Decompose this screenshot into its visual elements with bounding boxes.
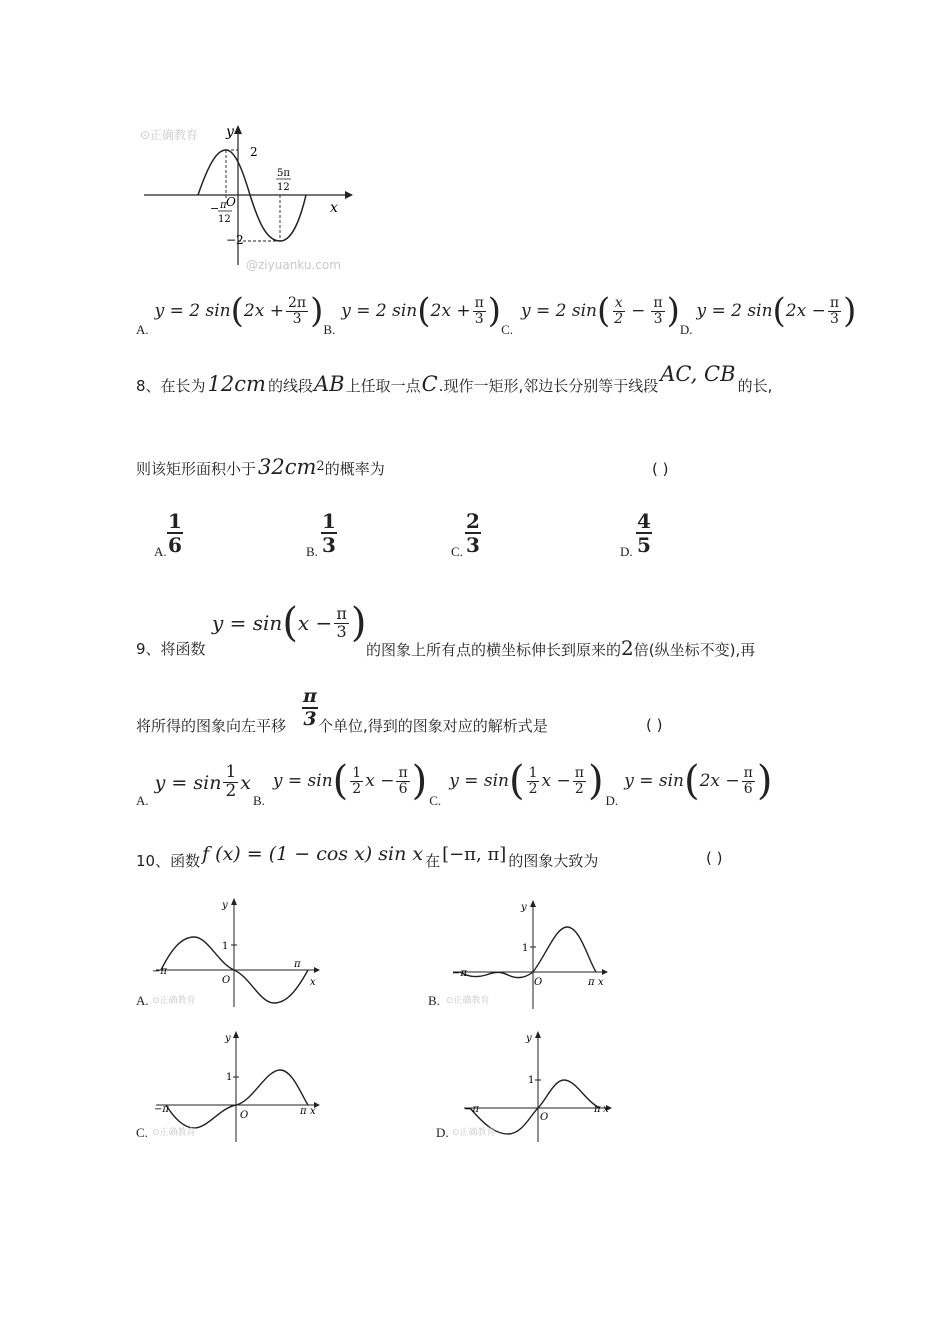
svg-text:O: O [240, 1110, 249, 1121]
q9-option-d[interactable]: y = sin ( 2x − $\frac{\pi}{6}$ ) [624, 758, 773, 804]
y-axis-arrow [234, 125, 242, 134]
svg-text:−π: −π [152, 966, 167, 977]
q9-line2: 将所得的图象向左平移 [136, 717, 287, 735]
ymax-label: 2 [250, 145, 258, 159]
watermark-bottom: @ziyuanku.com [246, 258, 341, 272]
x-label: x [330, 200, 338, 216]
svg-text:x: x [310, 1106, 316, 1117]
svg-text:1: 1 [528, 1075, 535, 1086]
q9-options: A. y = sin $\frac{1}{2}$ x B. y = sin ( $\frac{1}{2}$ x − $\frac{\pi}{6}$ ) C. y = sin ( $\frac{1}{2}$ x − $\frac{\pi}{2}$ ) D. y = sin ( 2x − $\frac{\pi}{6}$ ) [136, 758, 773, 808]
q7-option-d-label: D. [679, 322, 693, 337]
svg-text:1: 1 [226, 1072, 233, 1083]
svg-text:π: π [294, 959, 301, 970]
xright-den: 12 [277, 182, 290, 193]
x-axis-arrow [345, 191, 353, 199]
q10-graph-c[interactable]: y 1 O −π π x C. ⊙正确教育 [136, 1030, 336, 1150]
q10-graph-b[interactable]: y 1 O −π π x B. ⊙正确教育 [428, 897, 628, 1017]
q7-options [136, 286, 856, 338]
xleft-den: 12 [218, 214, 231, 225]
q10-graph-d[interactable]: y 1 O −π π x D. ⊙正确教育 [436, 1030, 636, 1150]
svg-text:−π: −π [464, 1104, 479, 1115]
q10-stem: 10、函数 f (x) = (1 − cos x) sin x 在 [−π, π] 的图象大致为 [136, 843, 599, 870]
q9-line1-rest: 的图象上所有点的横坐标伸长到原来的 2 倍(纵坐标不变),再 [366, 636, 756, 660]
y-label: y [226, 124, 234, 140]
svg-text:y: y [225, 1033, 231, 1044]
q7-option-b-label: B. [323, 322, 336, 337]
q10-answer-paren: ( ) [706, 849, 723, 867]
svg-text:O: O [534, 977, 543, 988]
xleft-sign: − [210, 202, 220, 215]
origin-label: O [226, 195, 236, 209]
svg-text:−π: −π [452, 968, 467, 979]
svg-text:x: x [310, 977, 316, 988]
svg-text:1: 1 [222, 941, 229, 952]
svg-text:O: O [222, 975, 231, 986]
svg-text:y: y [222, 900, 228, 911]
svg-text:1: 1 [522, 943, 529, 954]
svg-text:y: y [526, 1033, 532, 1044]
svg-text:π: π [300, 1106, 307, 1117]
q9-option-c[interactable]: y = sin ( $\frac{1}{2}$ x − $\frac{\pi}{2}$ ) [449, 758, 604, 804]
svg-text:π: π [588, 977, 595, 988]
q7-option-a[interactable]: y = 2 sin ( 2x + $\frac{2\pi}{3}$ ) [154, 291, 324, 331]
q7-option-c[interactable]: y = 2 sin ( $\frac{x}{2}$ − $\frac{\pi}{3}$ ) [520, 291, 680, 331]
q9-option-b[interactable]: y = sin ( $\frac{1}{2}$ x − $\frac{\pi}{6}$ ) [272, 758, 428, 804]
svg-text:O: O [540, 1112, 549, 1123]
ymin-label: −2 [226, 233, 244, 247]
q8-line2: 则该矩形面积小于 32cm $^2$ 的概率为 [136, 455, 385, 479]
svg-text:y: y [521, 902, 527, 913]
q9-function: y = sin ( x − $\frac{\pi}{3}$ ) [212, 600, 367, 646]
q7-option-c-label: C. [501, 322, 513, 337]
xright-num: 5π [277, 168, 290, 179]
q7-option-b[interactable]: y = 2 sin ( 2x + $\frac{\pi}{3}$ ) [341, 291, 502, 331]
q7-option-d[interactable]: y = 2 sin ( 2x − $\frac{\pi}{3}$ ) [696, 291, 857, 331]
q9-line2-post: 个单位,得到的图象对应的解析式是 [318, 717, 548, 735]
q8-answer-paren: ( ) [652, 460, 669, 478]
q7-graph [140, 120, 360, 270]
svg-text:−π: −π [154, 1104, 169, 1115]
q9-option-a[interactable]: y = sin $\frac{1}{2}$ x [154, 762, 251, 802]
svg-text:x: x [603, 1104, 609, 1115]
svg-text:π: π [594, 1104, 601, 1115]
xleft-num: π [220, 200, 227, 211]
svg-text:x: x [598, 977, 604, 988]
q9-shift-fraction: $\frac{\pi}{3}$ [303, 685, 317, 730]
q7-option-a-label: A. [136, 322, 149, 337]
q8-line1: 8、在长为 12cm 的线段 AB 上任取一点 C .现作一矩形,邻边长分别等于线段 AC, CB 的长, [136, 362, 773, 396]
q9-answer-paren: ( ) [646, 716, 663, 734]
q9-prefix: 9、将函数 [136, 640, 206, 658]
watermark-top: ⊙正确教育 [140, 128, 199, 142]
q10-graph-a[interactable]: y 1 O −π π x A. ⊙正确教育 [136, 895, 336, 1015]
